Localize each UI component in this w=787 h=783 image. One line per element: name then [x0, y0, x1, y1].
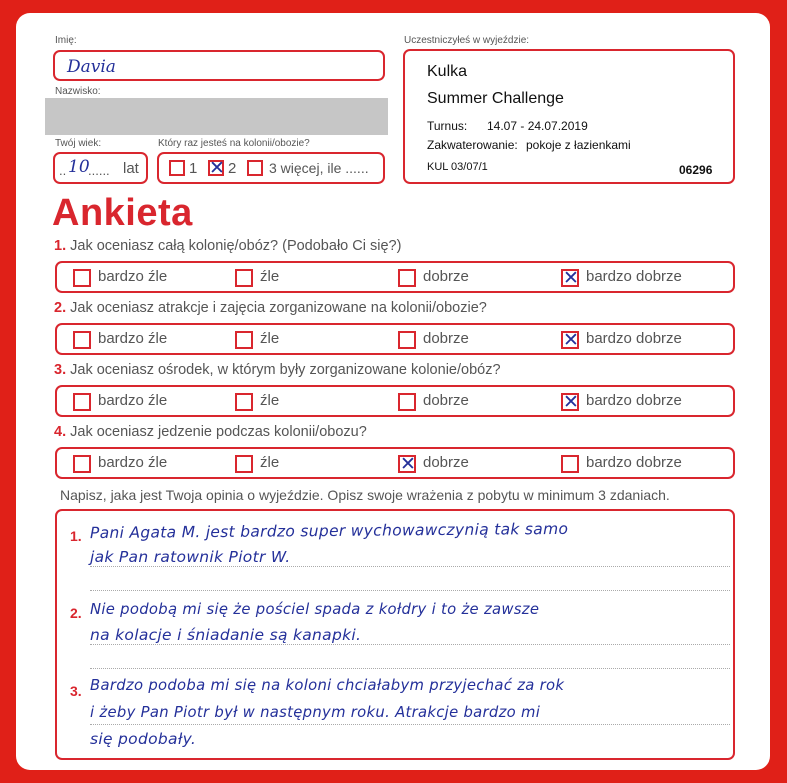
time-option-1-label: 1 — [189, 160, 198, 177]
question-4-text — [54, 424, 367, 440]
answer-2-line-2: na kolacje i śniadanie są kanapki. — [90, 626, 362, 644]
question-1-option-4-checkbox[interactable] — [561, 269, 579, 287]
question-1-option-3-label: dobrze — [423, 268, 469, 285]
which-time-field — [157, 152, 385, 184]
answer-1-number: 1. — [70, 528, 82, 544]
accommodation-value: pokoje z łazienkami — [526, 138, 631, 152]
trip-name: Kulka — [427, 63, 468, 80]
check-x-icon: ✕ — [563, 267, 579, 289]
form-number: 06296 — [679, 163, 713, 177]
form-title: Ankieta — [52, 192, 193, 234]
check-x-icon: ✕ — [563, 329, 579, 351]
answer-3-line-3: się podobały. — [90, 730, 197, 748]
time-option-1-checkbox[interactable] — [169, 160, 185, 176]
question-3-option-3-label: dobrze — [423, 392, 469, 409]
writing-line — [90, 668, 730, 669]
question-4-option-3-checkbox[interactable] — [398, 455, 416, 473]
question-2-option-1-label: bardzo źle — [98, 330, 168, 347]
surname-label: Nazwisko: — [55, 86, 101, 97]
question-2-option-3-checkbox[interactable] — [398, 331, 416, 349]
question-2-option-1-checkbox[interactable] — [73, 331, 91, 349]
time-option-3-checkbox[interactable] — [247, 160, 263, 176]
question-1-option-2-checkbox[interactable] — [235, 269, 253, 287]
opinion-prompt: Napisz, jaka jest Twoja opinia o wyjeździe. Opisz swoje wrażenia z pobytu w minimum 3 zdaniach. — [60, 487, 670, 503]
writing-line — [90, 590, 730, 591]
question-1-text — [54, 238, 401, 254]
writing-line — [90, 724, 730, 725]
question-2-number: 2. — [54, 300, 67, 316]
question-3-option-2-checkbox[interactable] — [235, 393, 253, 411]
question-3-option-1-label: bardzo źle — [98, 392, 168, 409]
turnus-value: 14.07 - 24.07.2019 — [487, 119, 588, 133]
time-option-2-label: 2 — [228, 160, 237, 177]
answer-2-line-1: Nie podobą mi się że pościel spada z kołdry i to że zawsze — [90, 601, 540, 618]
surname-redaction — [45, 98, 388, 135]
question-3-option-3-checkbox[interactable] — [398, 393, 416, 411]
answer-3-line-2: i żeby Pan Piotr był w następnym roku. Atrakcje bardzo mi — [90, 704, 541, 721]
question-2-option-2-label: źle — [260, 330, 280, 347]
name-label: Imię: — [55, 35, 77, 46]
answer-3-line-1: Bardzo podoba mi się na koloni chciałabym przyjechać za rok — [90, 677, 565, 694]
accommodation-label: Zakwaterowanie: — [427, 138, 518, 152]
time-option-3-label: 3 więcej, ile ...... — [269, 160, 369, 176]
answer-2-number: 2. — [70, 605, 82, 621]
question-1-option-4-label: bardzo dobrze — [586, 268, 682, 285]
question-1-option-3-checkbox[interactable] — [398, 269, 416, 287]
question-2-option-2-checkbox[interactable] — [235, 331, 253, 349]
question-4-number: 4. — [54, 424, 67, 440]
question-3-text — [54, 362, 501, 378]
question-1-option-1-label: bardzo źle — [98, 268, 168, 285]
age-field[interactable] — [53, 152, 148, 184]
age-value: 10 — [68, 157, 90, 177]
trip-code: KUL 03/07/1 — [427, 161, 488, 173]
which-time-label: Który raz jesteś na kolonii/obozie? — [158, 138, 310, 149]
question-3-option-4-checkbox[interactable] — [561, 393, 579, 411]
age-dots-right: ...... — [88, 163, 110, 178]
question-2-text — [54, 300, 487, 316]
turnus-label: Turnus: — [427, 119, 468, 133]
question-4-option-4-checkbox[interactable] — [561, 455, 579, 473]
check-x-icon: ✕ — [209, 157, 225, 179]
answer-1-line-2: jak Pan ratownik Piotr W. — [90, 548, 291, 566]
question-3-number: 3. — [54, 362, 67, 378]
age-suffix: lat — [123, 160, 139, 177]
question-4-option-2-label: źle — [260, 454, 280, 471]
question-4-label: Jak oceniasz jedzenie podczas kolonii/obozu? — [70, 424, 367, 440]
question-3-option-1-checkbox[interactable] — [73, 393, 91, 411]
question-2-label: Jak oceniasz atrakcje i zajęcia zorganizowane na kolonii/obozie? — [70, 300, 487, 316]
check-x-icon: ✕ — [400, 453, 416, 475]
question-1-label: Jak oceniasz całą kolonię/obóz? (Podobało Ci się?) — [70, 238, 402, 254]
trip-info-box — [403, 49, 735, 184]
writing-line — [90, 566, 730, 567]
question-2-option-4-checkbox[interactable] — [561, 331, 579, 349]
question-2-option-4-label: bardzo dobrze — [586, 330, 682, 347]
question-4-option-1-label: bardzo źle — [98, 454, 168, 471]
name-field[interactable] — [53, 50, 385, 81]
question-4-option-3-label: dobrze — [423, 454, 469, 471]
check-x-icon: ✕ — [563, 391, 579, 413]
question-1-number: 1. — [54, 238, 67, 254]
question-4-option-2-checkbox[interactable] — [235, 455, 253, 473]
time-option-2-checkbox[interactable] — [208, 157, 225, 179]
question-3-label: Jak oceniasz ośrodek, w którym były zorganizowane kolonie/obóz? — [70, 362, 501, 378]
question-4-option-4-label: bardzo dobrze — [586, 454, 682, 471]
writing-line — [90, 644, 730, 645]
answer-1-line-1: Pani Agata M. jest bardzo super wychowawczynią tak samo — [89, 519, 569, 543]
question-3-option-4-label: bardzo dobrze — [586, 392, 682, 409]
question-1-option-2-label: źle — [260, 268, 280, 285]
participant-label: Uczestniczyłeś w wyjeździe: — [404, 35, 530, 46]
trip-program: Summer Challenge — [427, 90, 564, 107]
question-1-option-1-checkbox[interactable] — [73, 269, 91, 287]
name-value: Davia — [67, 57, 116, 77]
age-dots-left: .. — [59, 163, 67, 178]
question-4-option-1-checkbox[interactable] — [73, 455, 91, 473]
question-2-option-3-label: dobrze — [423, 330, 469, 347]
question-3-option-2-label: źle — [260, 392, 280, 409]
age-label: Twój wiek: — [55, 138, 102, 149]
answer-3-number: 3. — [70, 683, 82, 699]
